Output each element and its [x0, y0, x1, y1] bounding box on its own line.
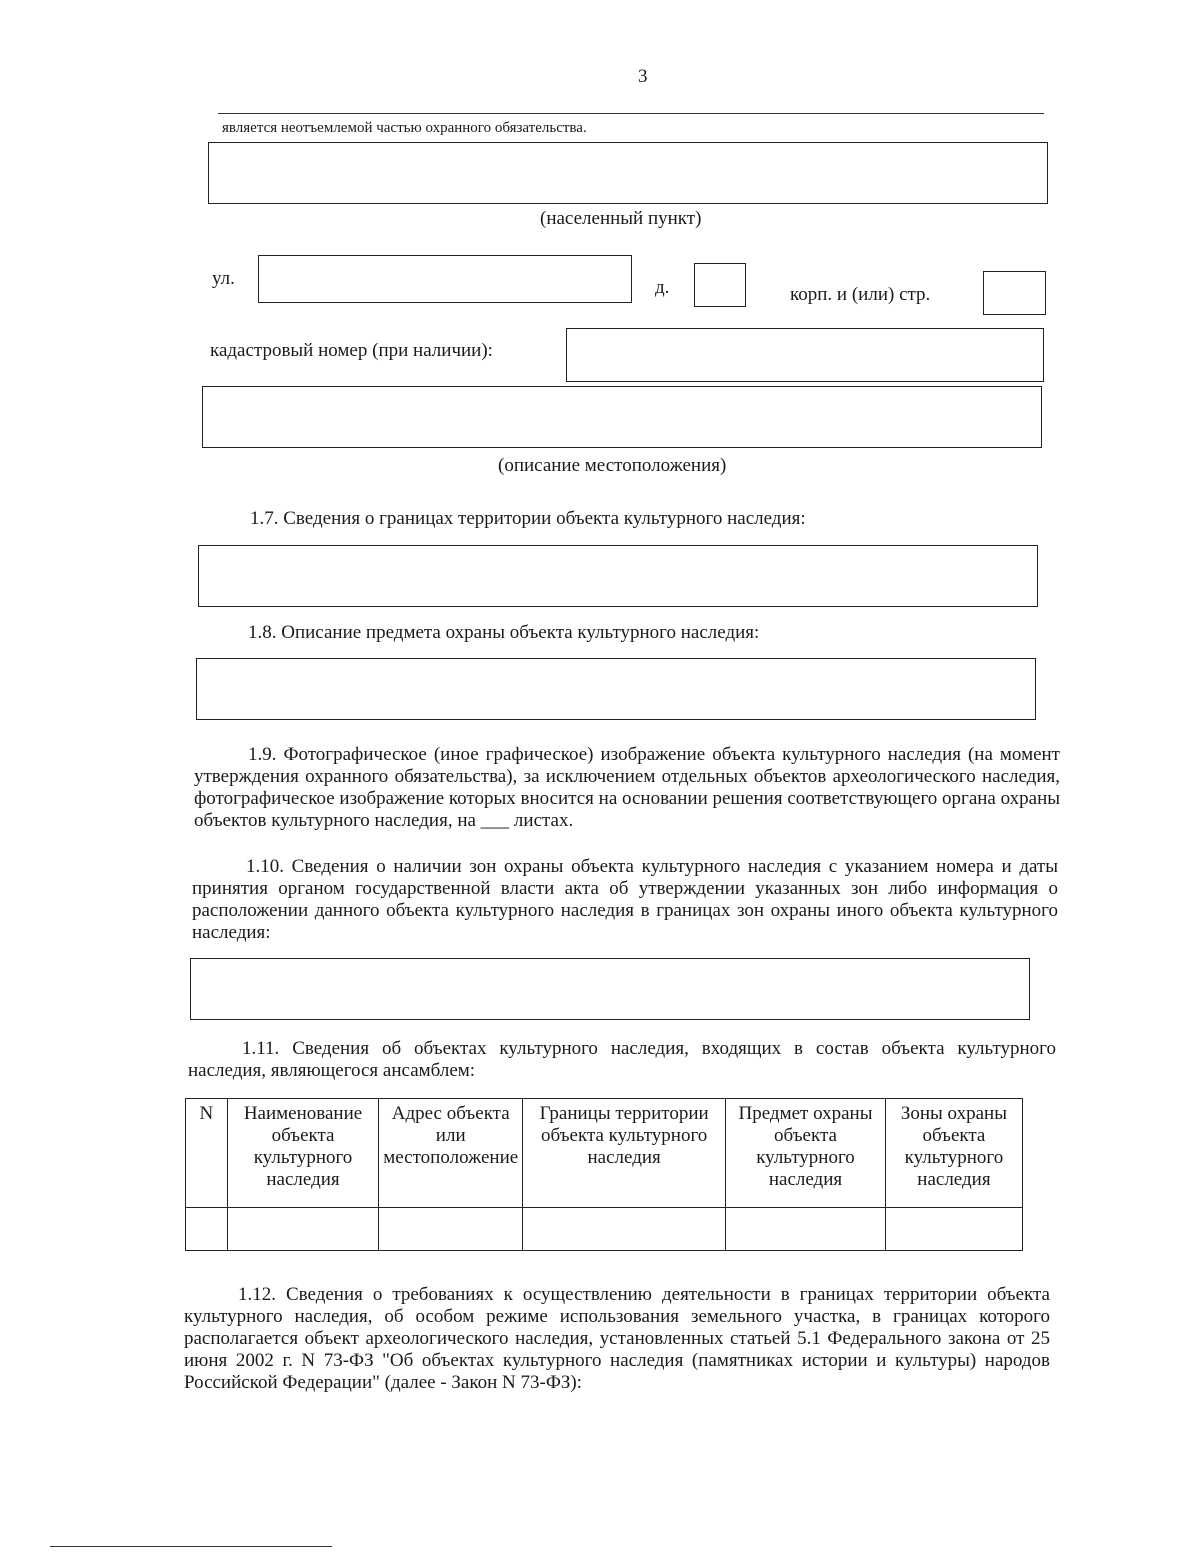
page-number: 3: [638, 66, 648, 87]
cadastral-label: кадастровый номер (при наличии):: [210, 340, 493, 361]
street-label: ул.: [212, 268, 235, 289]
cell-name[interactable]: [227, 1208, 378, 1251]
header-protection-subject: Предмет охраны объекта культурного наследия: [726, 1099, 886, 1208]
cell-boundaries[interactable]: [523, 1208, 726, 1251]
cell-address[interactable]: [379, 1208, 523, 1251]
footnote-separator: [218, 113, 1044, 114]
section-1-8-field[interactable]: [196, 658, 1036, 720]
header-address: Адрес объекта или местоположение: [379, 1099, 523, 1208]
section-1-8-title: 1.8. Описание предмета охраны объекта культурного наследия:: [248, 622, 760, 643]
street-field[interactable]: [258, 255, 632, 303]
header-name: Наименование объекта культурного наследия: [227, 1099, 378, 1208]
cell-protection-zones[interactable]: [885, 1208, 1022, 1251]
footnote-continuation: является неотъемлемой частью охранного обязательства.: [222, 120, 587, 136]
ensemble-table: [185, 1098, 1023, 1251]
header-number: N: [186, 1099, 228, 1208]
building-field[interactable]: [983, 271, 1046, 315]
house-label: д.: [655, 277, 670, 298]
cell-protection-subject[interactable]: [726, 1208, 886, 1251]
bottom-footnote-separator: [50, 1546, 332, 1547]
table-header-row: [186, 1099, 1023, 1208]
cell-number[interactable]: [186, 1208, 228, 1251]
settlement-caption: (населенный пункт): [540, 208, 702, 229]
section-1-12-text: 1.12. Сведения о требованиях к осуществлению деятельности в границах территории объекта культурного наследия, об особом режиме использования земельного участка, в границах которого располагается объект археологического наследия, установленных статьей 5.1 Федерального закона от 25 июня 2002 г. N 73-ФЗ "Об объектах культурного наследия (памятниках истории и культуры) народов Российской Федерации" (далее - Закон N 73-ФЗ):: [184, 1284, 1050, 1393]
header-protection-zones: Зоны охраны объекта культурного наследия: [885, 1099, 1022, 1208]
header-boundaries: Границы территории объекта культурного наследия: [523, 1099, 726, 1208]
section-1-10-text: 1.10. Сведения о наличии зон охраны объекта культурного наследия с указанием номера и даты принятия органом государственной власти акта об утверждении указанных зон либо информация о расположении данного объекта культурного наследия в границах зон охраны иного объекта культурного наследия:: [192, 856, 1058, 943]
settlement-field[interactable]: [208, 142, 1048, 204]
section-1-9-text: 1.9. Фотографическое (иное графическое) изображение объекта культурного наследия (на момент утверждения охранного обязательства), за исключением отдельных объектов археологического наследия, фотографическое изображение которых вносится на основании решения соответствующего органа охраны объектов культурного наследия, на ___ листах.: [194, 744, 1060, 831]
section-1-7-field[interactable]: [198, 545, 1038, 607]
building-label: корп. и (или) стр.: [790, 284, 931, 305]
section-1-11-text: 1.11. Сведения об объектах культурного наследия, входящих в состав объекта культурного наследия, являющегося ансамблем:: [188, 1038, 1056, 1081]
section-1-7-title: 1.7. Сведения о границах территории объекта культурного наследия:: [250, 508, 806, 529]
cadastral-field[interactable]: [566, 328, 1044, 382]
table-row: [186, 1208, 1023, 1251]
section-1-10-field[interactable]: [190, 958, 1030, 1020]
location-field[interactable]: [202, 386, 1042, 448]
house-field[interactable]: [694, 263, 746, 307]
location-caption: (описание местоположения): [498, 455, 727, 476]
